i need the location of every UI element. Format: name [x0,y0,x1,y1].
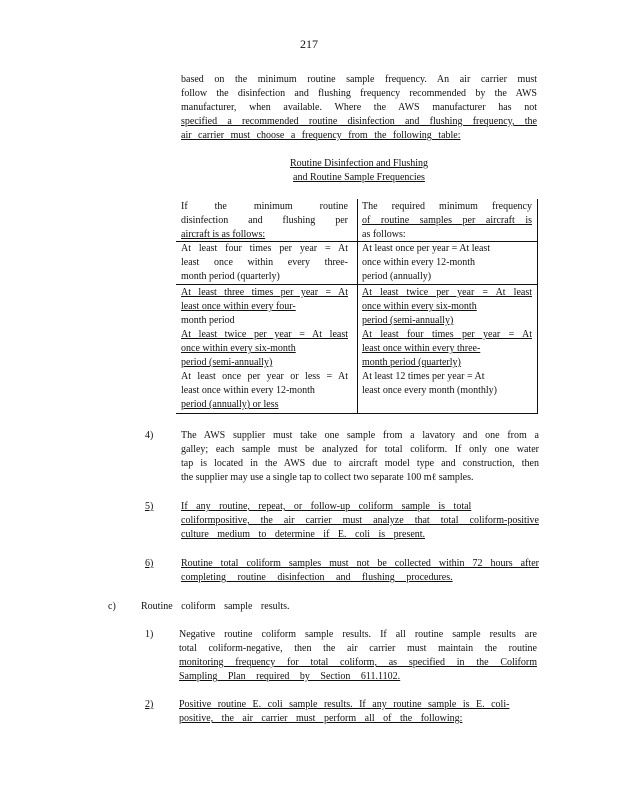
cell-line: If the minimum routine [181,201,348,212]
item-line: completing routine disinfection and flushing procedures. [181,572,453,583]
table-row1-right [362,242,532,284]
cell-line: At least once per year or less = At [181,371,348,382]
cell-line: month period [181,315,235,326]
cell-line: At least twice per year = At least [181,329,348,340]
sub-2-text [179,698,537,726]
table-title-line: and Routine Sample Frequencies [293,172,425,183]
cell-line: disinfection and flushing per [181,215,348,226]
page-number: 217 [300,37,318,51]
table-row-divider [176,284,537,285]
item-4-text [181,429,539,485]
cell-line: of routine samples per aircraft is [362,215,532,226]
cell-line: once within every six-month [362,301,477,312]
cell-line: period (semi-annually) [181,357,273,368]
table-header-right [362,200,532,242]
item-5-text [181,500,539,542]
cell-line: period (annually) [362,271,432,282]
sub-1-text [179,628,537,684]
cell-line: period (semi-annually) [362,315,454,326]
item-line: total coliform-negative, then the air carrier must maintain the routine [179,643,537,654]
item-line: Negative routine coliform sample results. If all routine sample results are [179,629,537,640]
table-title-line: Routine Disinfection and Flushing [289,158,429,169]
item-line: positive, the air carrier must perform all of the following: [179,713,463,724]
intro-line: based on the minimum routine sample frequency. An air carrier must [181,74,537,85]
cell-line: At least three times per year = At [181,287,348,298]
cell-line: The required minimum frequency [362,201,532,212]
intro-paragraph [181,73,537,143]
cell-line: least once within every three- [362,343,481,354]
intro-line: air carrier must choose a frequency from the following table: [181,130,461,141]
cell-line: aircraft is as follows: [181,229,266,240]
item-4-number: 4) [145,430,154,441]
frequency-table [176,199,538,414]
cell-line: At least 12 times per year = At [362,371,485,382]
table-title [181,157,537,185]
item-line: Routine total coliform samples must not be collected within 72 hours after [181,558,539,569]
cell-line: month period (quarterly) [181,271,280,282]
cell-line: At least once per year = At least [362,243,491,254]
cell-line: period (annually) or less [181,399,279,410]
cell-line: At least twice per year = At least [362,287,532,298]
table-header-left [181,200,348,242]
intro-line: specified a recommended routine disinfection and flushing frequency, the [181,116,537,127]
item-6-number: 6) [145,558,154,569]
cell-line: once within every 12-month [362,257,476,268]
cell-line: At least four times per year = At [181,243,348,254]
table-row2-left [181,286,348,412]
cell-line: least once within every four- [181,301,296,312]
sub-2-number: 2) [145,699,154,710]
item-line: Sampling Plan required by Section 611.1102. [179,671,401,682]
item-line: Positive routine E. coli sample results. If any routine sample is E. coli- [179,699,510,710]
cell-line: month period (quarterly) [362,357,461,368]
intro-line: manufacturer, when available. Where the AWS manufacturer has not [181,102,537,113]
cell-line: as follows: [362,229,406,240]
item-line: The AWS supplier must take one sample from a lavatory and one from a [181,430,539,441]
sub-1-number: 1) [145,629,154,640]
item-line: tap is located in the AWS due to aircraft model type and construction, then [181,458,539,469]
item-line: culture medium to determine if E. coli is present. [181,529,426,540]
table-row2-right [362,286,532,398]
cell-line: At least four times per year = At [362,329,532,340]
item-line: coliformpositive, the air carrier must analyze that total coliform-positive [181,515,539,526]
item-6-text [181,557,539,585]
item-line: the supplier may use a single tap to collect two separate 100 mℓ samples. [181,472,474,483]
item-5-number: 5) [145,501,154,512]
section-c-title: Routine coliform sample results. [141,601,290,612]
table-row1-left [181,242,348,284]
section-c-letter: c) [108,601,116,612]
item-line: galley; each sample must be analyzed for total coliform. If only one water [181,444,539,455]
intro-line: follow the disinfection and flushing frequency recommended by the AWS [181,88,537,99]
cell-line: least once within every three- [181,257,348,268]
item-line: If any routine, repeat, or follow-up coliform sample is total [181,501,472,512]
cell-line: least once within every 12-month [181,385,315,396]
cell-line: once within every six-month [181,343,296,354]
cell-line: least once every month (monthly) [362,385,497,396]
item-line: monitoring frequency for total coliform, as specified in the Coliform [179,657,537,668]
table-column-divider [357,199,358,413]
